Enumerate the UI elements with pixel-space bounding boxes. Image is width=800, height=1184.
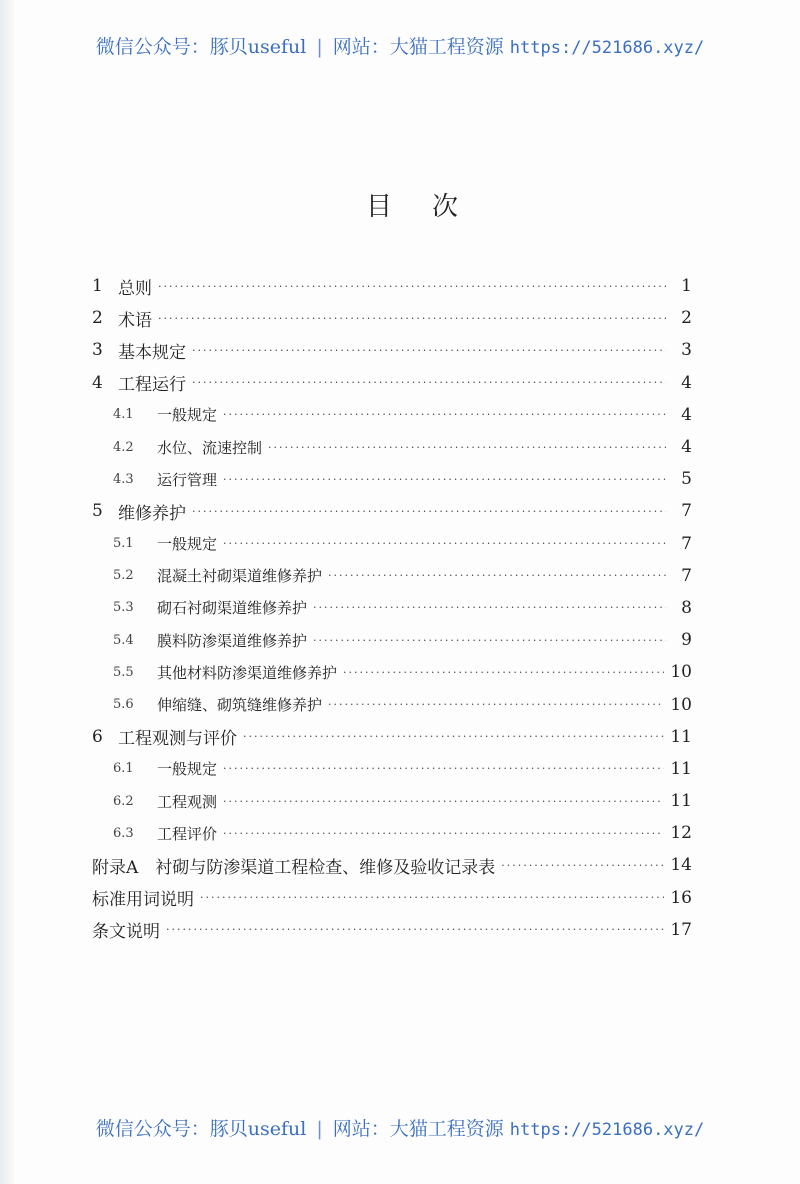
dot-leader: [313, 601, 666, 614]
toc-page: 17: [670, 919, 692, 940]
scan-edge: [0, 0, 14, 1184]
toc-number: 3: [92, 340, 103, 361]
toc-title: 维修养护: [118, 503, 186, 524]
watermark-separator: |: [316, 36, 323, 58]
toc-title: 一般规定: [157, 406, 218, 425]
watermark-account: 微信公众号：豚贝useful: [95, 36, 307, 58]
toc-number: 5.3: [113, 600, 134, 616]
dot-leader: [223, 408, 666, 421]
toc-page: 9: [681, 630, 692, 651]
toc-page: 4: [681, 372, 692, 393]
dot-leader: [243, 730, 664, 743]
toc-entry[interactable]: [92, 367, 692, 399]
watermark-account: 微信公众号：豚贝useful: [95, 1118, 307, 1140]
toc-page: 4: [681, 404, 692, 425]
toc-page: 10: [670, 662, 692, 683]
watermark-bottom: [0, 1114, 800, 1141]
toc-page: 7: [681, 533, 692, 554]
toc-number: 6.2: [113, 793, 134, 809]
watermark-top: [0, 32, 800, 59]
toc-number: 5.1: [113, 536, 134, 552]
toc-title: 膜料防渗渠道维修养护: [157, 631, 308, 650]
dot-leader: [192, 505, 666, 518]
toc-page: 8: [681, 597, 692, 618]
toc-entry[interactable]: [92, 914, 692, 946]
toc-title: 附录A 衬砌与防渗渠道工程检查、维修及验收记录表: [92, 857, 496, 878]
toc-number: 5: [92, 501, 103, 522]
toc-title: 基本规定: [118, 342, 186, 363]
toc-page: 3: [681, 340, 692, 361]
dot-leader: [192, 376, 666, 389]
watermark-url[interactable]: https://521686.xyz/: [509, 38, 705, 58]
dot-leader: [328, 698, 664, 711]
dot-leader: [223, 762, 664, 775]
dot-leader: [328, 569, 666, 582]
toc-page: 2: [681, 308, 692, 329]
dot-leader: [200, 891, 664, 904]
toc-entry[interactable]: [92, 560, 692, 592]
toc-entry[interactable]: [92, 431, 692, 463]
toc-entry[interactable]: [92, 624, 692, 656]
toc-entry[interactable]: [92, 528, 692, 560]
toc-entry[interactable]: [92, 463, 692, 495]
toc-number: 6.1: [113, 761, 134, 777]
toc-title: 运行管理: [157, 470, 218, 489]
toc-entry[interactable]: [92, 721, 692, 753]
dot-leader: [223, 473, 666, 486]
toc-entry[interactable]: [92, 785, 692, 817]
toc-entry[interactable]: [92, 688, 692, 720]
toc-title: 工程观测与评价: [118, 729, 237, 750]
toc-page: 14: [670, 855, 692, 876]
toc-number: 2: [92, 308, 103, 329]
toc-page: 4: [681, 437, 692, 458]
toc-number: 4.2: [113, 439, 134, 455]
toc-number: 6.3: [113, 825, 134, 841]
toc-title: 术语: [118, 310, 152, 331]
dot-leader: [223, 537, 666, 550]
toc-title: 标准用词说明: [92, 890, 194, 911]
toc-number: 1: [92, 276, 103, 297]
toc-entry[interactable]: [92, 849, 692, 881]
toc-page: 5: [681, 469, 692, 490]
dot-leader: [192, 344, 666, 357]
toc-page: 11: [670, 726, 692, 747]
toc-title: 其他材料防渗渠道维修养护: [157, 663, 338, 682]
toc-entry[interactable]: [92, 882, 692, 914]
toc-page: 7: [681, 501, 692, 522]
table-of-contents: [92, 270, 692, 946]
toc-entry[interactable]: [92, 270, 692, 302]
toc-entry[interactable]: [92, 334, 692, 366]
dot-leader: [223, 827, 664, 840]
toc-number: 5.6: [113, 697, 134, 713]
dot-leader: [158, 280, 666, 293]
toc-entry[interactable]: [92, 495, 692, 527]
toc-number: 4: [92, 372, 103, 393]
toc-title: 总则: [118, 278, 152, 299]
toc-page: 11: [670, 791, 692, 812]
toc-title: 一般规定: [157, 535, 218, 554]
toc-page: 10: [670, 694, 692, 715]
toc-title: 水位、流速控制: [157, 438, 263, 457]
toc-entry[interactable]: [92, 753, 692, 785]
toc-entry[interactable]: [92, 592, 692, 624]
dot-leader: [343, 666, 664, 679]
toc-page: 1: [681, 276, 692, 297]
page-title: 目次: [365, 192, 498, 222]
toc-title: 一般规定: [157, 760, 218, 779]
dot-leader: [223, 795, 664, 808]
toc-number: 4.3: [113, 471, 134, 487]
toc-page: 11: [670, 758, 692, 779]
toc-page: 7: [681, 565, 692, 586]
dot-leader: [501, 859, 664, 872]
toc-title: 混凝土衬砌渠道维修养护: [157, 567, 323, 586]
dot-leader: [313, 634, 666, 647]
toc-number: 5.4: [113, 632, 134, 648]
toc-page: 12: [670, 823, 692, 844]
toc-number: 4.1: [113, 407, 134, 423]
toc-entry[interactable]: [92, 302, 692, 334]
toc-entry[interactable]: [92, 399, 692, 431]
toc-title: 工程运行: [118, 375, 186, 396]
toc-number: 5.5: [113, 664, 134, 680]
toc-title: 伸缩缝、砌筑缝维修养护: [157, 696, 323, 715]
watermark-separator: |: [316, 1118, 323, 1140]
watermark-site: 网站：大猫工程资源: [332, 1118, 504, 1140]
watermark-url[interactable]: https://521686.xyz/: [509, 1120, 705, 1140]
toc-entry[interactable]: [92, 817, 692, 849]
toc-title: 条文说明: [92, 922, 160, 943]
dot-leader: [166, 923, 664, 936]
toc-title: 工程观测: [157, 792, 218, 811]
toc-title: 工程评价: [157, 824, 218, 843]
watermark-site: 网站：大猫工程资源: [332, 36, 504, 58]
toc-number: 6: [92, 726, 103, 747]
toc-title: 砌石衬砌渠道维修养护: [157, 599, 308, 618]
dot-leader: [158, 312, 666, 325]
dot-leader: [268, 441, 666, 454]
toc-entry[interactable]: [92, 656, 692, 688]
toc-number: 5.2: [113, 568, 134, 584]
toc-page: 16: [670, 887, 692, 908]
